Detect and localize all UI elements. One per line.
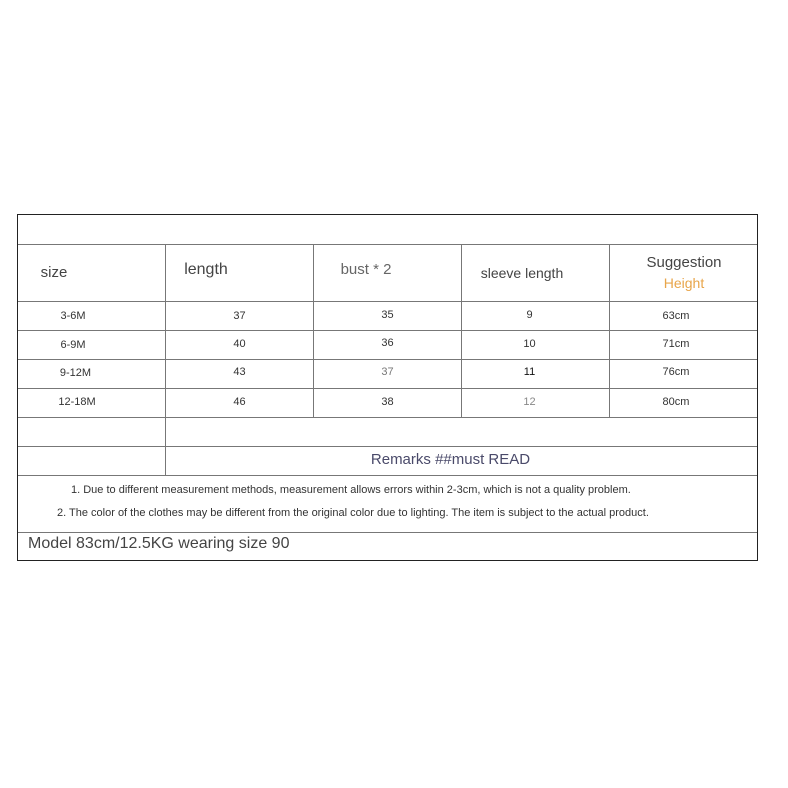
- grid-line: [18, 475, 757, 476]
- row-size: 12-18M: [58, 395, 96, 408]
- row-sleeve: 9: [526, 308, 533, 321]
- header-size: size: [40, 264, 68, 281]
- row-length: 40: [233, 337, 246, 350]
- header-height: Height: [663, 274, 705, 291]
- grid-line: [18, 532, 757, 533]
- header-suggestion: Suggestion: [646, 253, 722, 271]
- grid-line: [18, 417, 757, 418]
- row-height: 71cm: [662, 337, 690, 350]
- remark-note-2: 2. The color of the clothes may be different from the original color due to lighting. The item is subject to the actual product.: [57, 507, 649, 519]
- row-sleeve: 10: [523, 337, 536, 350]
- row-bust: 35: [381, 308, 394, 321]
- row-height: 80cm: [662, 395, 690, 408]
- row-bust: 38: [381, 395, 394, 408]
- row-sleeve: 12: [523, 395, 536, 408]
- row-size: 6-9M: [60, 338, 86, 351]
- header-suggestion-height: [610, 244, 758, 301]
- header-sleeve-length: [462, 244, 582, 301]
- row-length: 46: [233, 395, 246, 408]
- remarks-title: Remarks ##must READ: [370, 451, 531, 468]
- row-length: 43: [233, 365, 246, 378]
- size-chart: [17, 214, 758, 561]
- row-height: 63cm: [662, 309, 690, 322]
- row-length: 37: [233, 309, 246, 322]
- row-sleeve: 11: [523, 365, 536, 378]
- header-sleeve-length-text: sleeve length: [480, 264, 564, 281]
- row-size: 9-12M: [59, 366, 92, 379]
- row-bust: 36: [381, 336, 394, 349]
- header-bust: bust * 2: [340, 260, 392, 278]
- row-size: 3-6M: [60, 309, 86, 322]
- row-height: 76cm: [662, 365, 690, 378]
- row-bust: 37: [381, 365, 394, 378]
- model-info: Model 83cm/12.5KG wearing size 90: [28, 535, 290, 552]
- header-length: length: [184, 261, 228, 278]
- remark-note-1: 1. Due to different measurement methods, measurement allows errors within 2-3cm, which is not a quality problem.: [71, 484, 631, 496]
